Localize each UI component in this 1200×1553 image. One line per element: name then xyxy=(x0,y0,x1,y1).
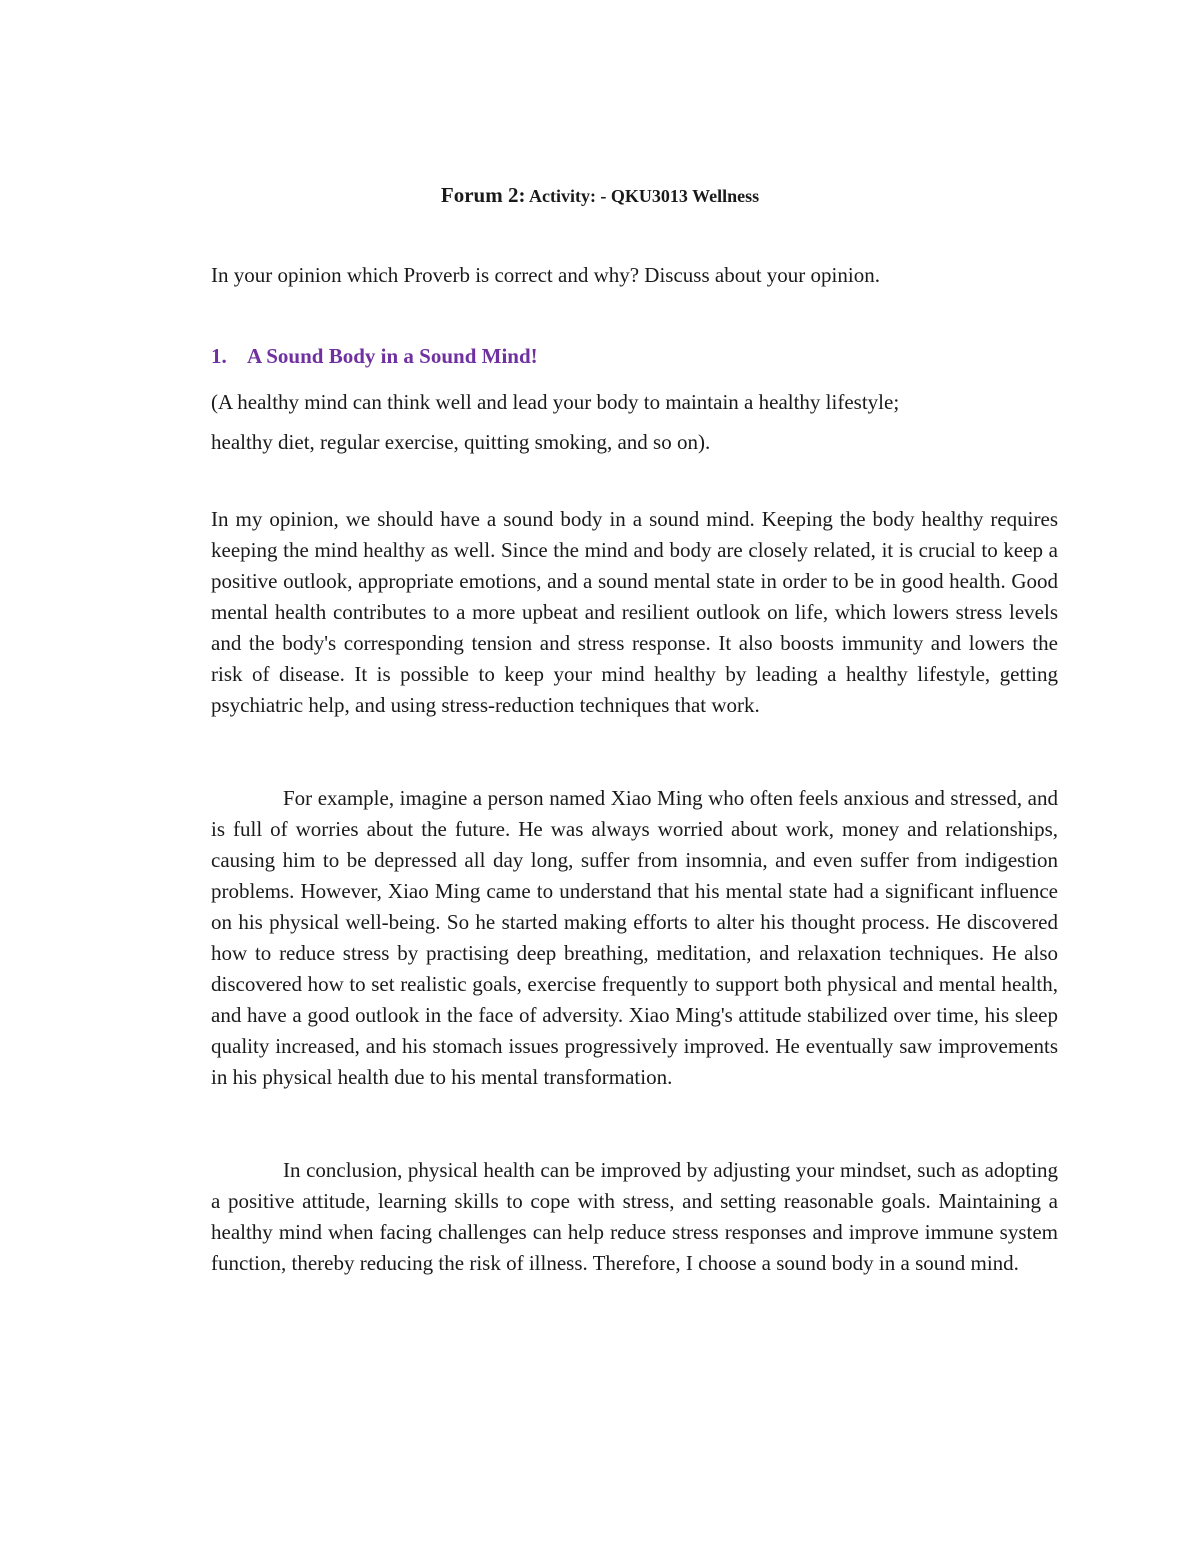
paragraph-example: For example, imagine a person named Xiao Ming who often feels anxious and stressed, and is full of worries about the future. He was always worried about work, money and relationships, causing him to be depressed all day long, suffer from insomnia, and even suffer from indigestion problems. However, Xiao Ming came to understand that his mental state had a significant influence on his physical well-being. So he started making efforts to alter his thought process. He discovered how to reduce stress by practising deep breathing, meditation, and relaxation techniques. He also discovered how to set realistic goals, exercise frequently to support both physical and mental health, and have a good outlook in the face of adversity. Xiao Ming's attitude stabilized over time, his sleep quality increased, and his stomach issues progressively improved. He eventually saw improvements in his physical health due to his mental transformation. xyxy=(211,786,1058,1089)
proverb-number: 1. xyxy=(211,344,227,368)
title-activity: Activity: - QKU3013 Wellness xyxy=(525,186,760,206)
paragraph-conclusion: In conclusion, physical health can be improved by adjusting your mindset, such as adopting a positive attitude, learning skills to cope with stress, and setting reasonable goals. Maintaining a healthy mind when facing challenges can help reduce stress responses and improve immune system function, thereby reducing the risk of illness. Therefore, I choose a sound body in a sound mind. xyxy=(211,1158,1058,1275)
title-forum: Forum 2: xyxy=(440,183,526,207)
explanation-line-1: (A healthy mind can think well and lead your body to maintain a healthy lifestyle; xyxy=(211,390,900,414)
question-prompt: In your opinion which Proverb is correct and why? Discuss about your opinion. xyxy=(211,263,880,287)
document-title xyxy=(0,180,1200,211)
proverb-explanation xyxy=(211,382,1061,462)
paragraph-opinion: In my opinion, we should have a sound body in a sound mind. Keeping the body healthy requires keeping the mind healthy as well. Since the mind and body are closely related, it is crucial to keep a positive outlook, appropriate emotions, and a sound mental state in order to be in good health. Good mental health contributes to a more upbeat and resilient outlook on life, which lowers stress levels and the body's corresponding tension and stress response. It also boosts immunity and lowers the risk of disease. It is possible to keep your mind healthy by leading a healthy lifestyle, getting psychiatric help, and using stress-reduction techniques that work. xyxy=(211,507,1058,717)
explanation-line-2: healthy diet, regular exercise, quitting smoking, and so on). xyxy=(211,430,711,454)
proverb-heading xyxy=(211,341,1061,371)
proverb-text: A Sound Body in a Sound Mind! xyxy=(247,344,538,368)
